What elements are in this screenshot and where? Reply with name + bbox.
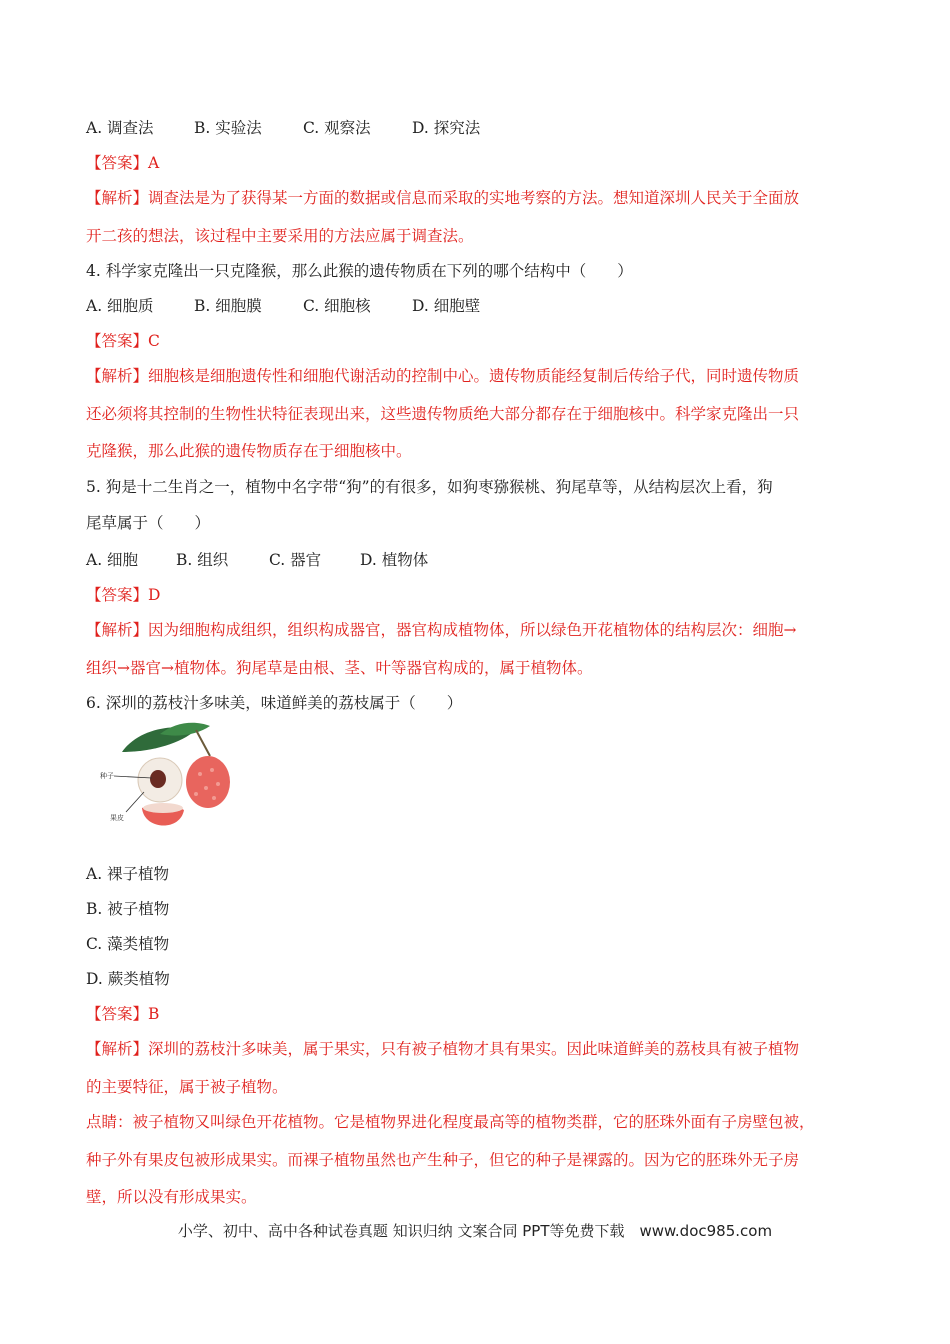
lychee-figure <box>100 722 230 834</box>
q3-options <box>86 118 480 138</box>
q3-option-b: B. 实验法 <box>194 119 262 137</box>
q5-answer <box>86 585 160 605</box>
q5-option-b: B. 组织 <box>176 551 229 569</box>
lychee-fruit-icon <box>186 756 230 808</box>
q4-option-d: D. 细胞壁 <box>412 297 481 315</box>
answer-value: A <box>148 154 160 172</box>
q4-analysis-line-3: 克隆猴，那么此猴的遗传物质存在于细胞核中。 <box>86 442 412 460</box>
q6-note-line-2: 种子外有果皮包被形成果实。而裸子植物虽然也产生种子，但它的种子是裸露的。因为它的胚珠外无子房 <box>86 1151 800 1169</box>
answer-tag: 【答案】 <box>86 332 149 350</box>
q3-option-a: A. 调查法 <box>86 119 154 137</box>
q5-analysis-line-2: 组织→器官→植物体。狗尾草是由根、茎、叶等器官构成的，属于植物体。 <box>86 659 593 677</box>
q6-analysis-line-1 <box>86 1039 799 1059</box>
stem-icon <box>196 730 210 756</box>
q4-option-c: C. 细胞核 <box>303 297 371 315</box>
answer-value: D <box>148 586 161 604</box>
q4-analysis-line-1 <box>86 366 799 386</box>
answer-tag: 【答案】 <box>86 586 149 604</box>
q6-answer <box>86 1004 159 1024</box>
lychee-illustration <box>100 722 230 834</box>
analysis-tag: 【解析】 <box>86 189 149 207</box>
seed-icon <box>150 770 166 788</box>
analysis-text: 因为细胞构成组织，组织构成器官，器官构成植物体，所以绿色开花植物体的结构层次：细胞→ <box>148 621 797 639</box>
q6-option-c: C. 藻类植物 <box>86 935 170 953</box>
answer-value: B <box>148 1005 160 1023</box>
q4-option-a: A. 细胞质 <box>86 297 154 315</box>
q6-note-line-3: 壁，所以没有形成果实。 <box>86 1188 257 1206</box>
q6-analysis-line-2: 的主要特征，属于被子植物。 <box>86 1078 288 1096</box>
q3-answer <box>86 153 159 173</box>
q6-note-line-1: 点睛：被子植物又叫绿色开花植物。它是植物界进化程度最高等的植物类群，它的胚珠外面有子房壁包被， <box>86 1113 815 1131</box>
q5-question-line-2: 尾草属于（ ） <box>86 514 211 532</box>
q4-analysis-line-2: 还必须将其控制的生物性状特征表现出来，这些遗传物质绝大部分都存在于细胞核中。科学家克隆出一只 <box>86 405 800 423</box>
q4-options <box>86 296 480 316</box>
q5-question-line-1: 5. 狗是十二生肖之一，植物中名字带“狗”的有很多，如狗枣猕猴桃、狗尾草等，从结构层次上看，狗 <box>86 478 773 496</box>
q3-option-c: C. 观察法 <box>303 119 371 137</box>
analysis-text: 调查法是为了获得某一方面的数据或信息而采取的实地考察的方法。想知道深圳人民关于全面放 <box>148 189 800 207</box>
q3-analysis-line-2: 开二孩的想法，该过程中主要采用的方法应属于调查法。 <box>86 227 474 245</box>
analysis-text: 深圳的荔枝汁多味美，属于果实，只有被子植物才具有果实。因此味道鲜美的荔枝具有被子植物 <box>148 1040 800 1058</box>
answer-value: C <box>148 332 160 350</box>
page-footer: 小学、初中、高中各种试卷真题 知识归纳 文案合同 PPT等免费下载 www.doc985.com <box>177 1222 773 1240</box>
q5-option-d: D. 植物体 <box>360 551 429 569</box>
seed-label: 种子 <box>100 772 114 780</box>
peel-label: 果皮 <box>110 814 124 822</box>
q4-option-b: B. 细胞膜 <box>194 297 262 315</box>
analysis-tag: 【解析】 <box>86 367 149 385</box>
analysis-tag: 【解析】 <box>86 1040 149 1058</box>
q4-answer <box>86 331 160 351</box>
q5-analysis-line-1 <box>86 620 797 640</box>
q5-option-a: A. 细胞 <box>86 551 139 569</box>
q3-option-d: D. 探究法 <box>412 119 481 137</box>
answer-tag: 【答案】 <box>86 1005 149 1023</box>
q6-option-b: B. 被子植物 <box>86 900 170 918</box>
q6-option-d: D. 蕨类植物 <box>86 970 170 988</box>
q4-question: 4. 科学家克隆出一只克隆猴，那么此猴的遗传物质在下列的哪个结构中（ ） <box>86 262 633 280</box>
analysis-text: 细胞核是细胞遗传性和细胞代谢活动的控制中心。遗传物质能经复制后传给子代，同时遗传物质 <box>148 367 800 385</box>
q6-question: 6. 深圳的荔枝汁多味美，味道鲜美的荔枝属于（ ） <box>86 694 463 712</box>
q3-analysis-line-1 <box>86 188 799 208</box>
q5-options <box>86 550 428 570</box>
q5-option-c: C. 器官 <box>269 551 322 569</box>
analysis-tag: 【解析】 <box>86 621 149 639</box>
leaf-icon <box>160 723 210 736</box>
q6-option-a: A. 裸子植物 <box>86 865 170 883</box>
answer-tag: 【答案】 <box>86 154 149 172</box>
